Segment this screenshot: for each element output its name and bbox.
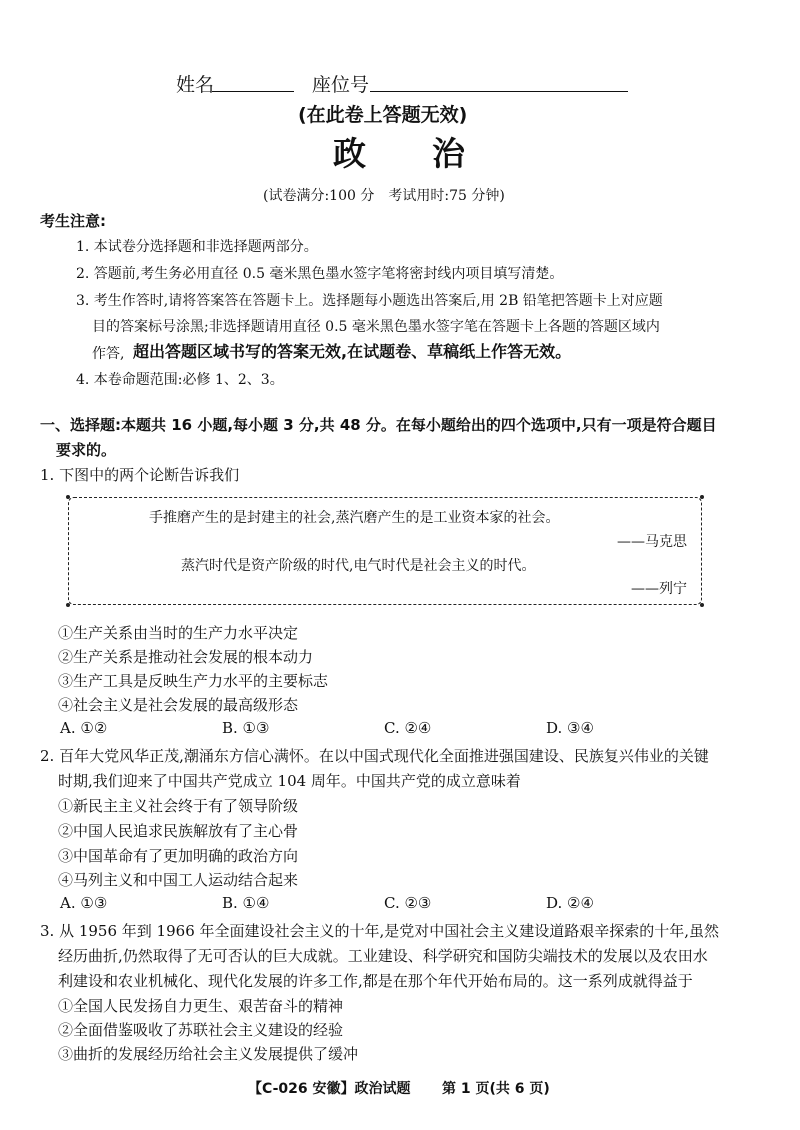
q1-option-b: B. ①③	[222, 719, 270, 737]
notice-item: 1. 本试卷分选择题和非选择题两部分。	[76, 239, 318, 255]
q2-option-b: B. ①④	[222, 894, 270, 912]
subject-title: 政 治	[333, 134, 465, 173]
quote-lenin-author: ——列宁	[631, 581, 687, 597]
q1-statement: ④社会主义是社会发展的最高级形态	[58, 696, 299, 714]
q1-stem: 1. 下图中的两个论断告诉我们	[40, 466, 240, 484]
exam-info: (试卷满分:100 分 考试用时:75 分钟)	[263, 188, 505, 204]
name-blank	[212, 91, 294, 92]
seat-label: 座位号	[312, 74, 370, 96]
quote-box	[68, 497, 702, 605]
footer-page: 第 1 页(共 6 页)	[442, 1081, 550, 1097]
q2-statement: ①新民主主义社会终于有了领导阶级	[58, 797, 299, 815]
q2-stem: 2. 百年大党风华正茂,潮涌东方信心满怀。在以中国式现代化全面推进强国建设、民族复兴伟业的关键	[40, 747, 709, 765]
q3-stem: 3. 从 1956 年到 1966 年全面建设社会主义的十年,是党对中国社会主义建设道路艰辛探索的十年,虽然	[40, 922, 720, 940]
q2-statement: ③中国革命有了更加明确的政治方向	[58, 847, 299, 865]
section-heading-cont: 要求的。	[56, 441, 117, 459]
section-heading: 一、选择题:本题共 16 小题,每小题 3 分,共 48 分。在每小题给出的四个选项中,只有一项是符合题目	[40, 416, 717, 434]
q3-statement: ③曲折的发展经历给社会主义发展提供了缓冲	[58, 1045, 359, 1063]
notice-item: 3. 考生作答时,请将答案答在答题卡上。选择题每小题选出答案后,用 2B 铅笔把答题卡上对应题	[76, 293, 663, 309]
notice-item: 2. 答题前,考生务必用直径 0.5 毫米黑色墨水签字笔将密封线内项目填写清楚。	[76, 266, 564, 282]
q2-stem-cont: 时期,我们迎来了中国共产党成立 104 周年。中国共产党的成立意味着	[58, 772, 521, 790]
q1-statement: ①生产关系由当时的生产力水平决定	[58, 624, 299, 642]
quote-lenin: 蒸汽时代是资产阶级的时代,电气时代是社会主义的时代。	[181, 558, 536, 574]
q3-statement: ①全国人民发扬自力更生、艰苦奋斗的精神	[58, 997, 344, 1015]
q3-statement: ②全面借鉴吸收了苏联社会主义建设的经验	[58, 1021, 344, 1039]
q1-option-c: C. ②④	[384, 719, 432, 737]
q2-option-c: C. ②③	[384, 894, 432, 912]
q3-stem-cont: 经历曲折,仍然取得了无可否认的巨大成就。工业建设、科学研究和国防尖端技术的发展以及农田水	[58, 947, 708, 965]
q1-option-d: D. ③④	[546, 719, 594, 737]
q2-option-d: D. ②④	[546, 894, 594, 912]
notice-item: 作答,	[92, 346, 125, 362]
q3-stem-cont: 利建设和农业机械化、现代化发展的许多工作,都是在那个年代开始布局的。这一系列成就得益于	[58, 972, 693, 990]
quote-marx: 手推磨产生的是封建主的社会,蒸汽磨产生的是工业资本家的社会。	[149, 510, 560, 526]
notice-title: 考生注意:	[40, 212, 106, 230]
notice-warning: 超出答题区域书写的答案无效,在试题卷、草稿纸上作答无效。	[133, 342, 572, 361]
q1-option-a: A. ①②	[60, 719, 108, 737]
notice-item: 4. 本卷命题范围:必修 1、2、3。	[76, 372, 284, 388]
q2-option-a: A. ①③	[60, 894, 108, 912]
q2-statement: ②中国人民追求民族解放有了主心骨	[58, 822, 299, 840]
quote-marx-author: ——马克思	[617, 534, 687, 550]
q2-statement: ④马列主义和中国工人运动结合起来	[58, 871, 299, 889]
q1-statement: ③生产工具是反映生产力水平的主要标志	[58, 672, 329, 690]
invalid-note: (在此卷上答题无效)	[298, 104, 468, 126]
q1-statement: ②生产关系是推动社会发展的根本动力	[58, 648, 314, 666]
footer-code: 【C-026 安徽】政治试题	[248, 1081, 411, 1097]
seat-blank	[370, 91, 628, 92]
name-label: 姓名	[176, 74, 215, 96]
notice-item: 目的答案标号涂黑;非选择题请用直径 0.5 毫米黑色墨水签字笔在答题卡上各题的答题区域内	[92, 319, 660, 335]
